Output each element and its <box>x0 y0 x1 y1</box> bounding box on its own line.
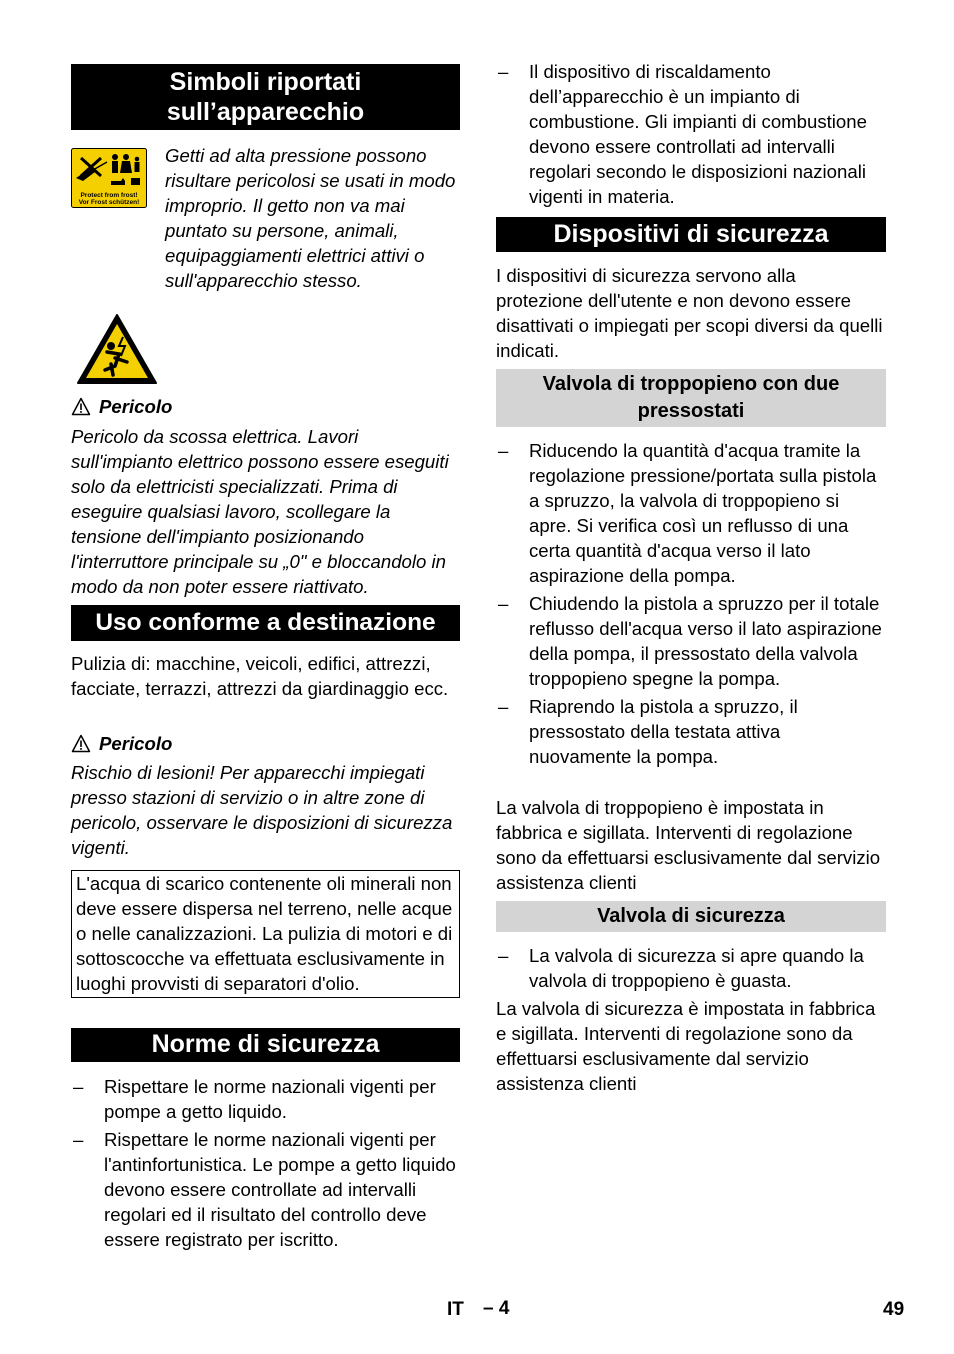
footer-language: IT <box>447 1299 464 1320</box>
heading-overflow-valve: Valvola di troppopieno con due pressostati <box>496 369 886 427</box>
high-pressure-warning-icon <box>71 148 147 208</box>
danger-label-text-2: Pericolo <box>99 733 173 754</box>
overflow-valve-list <box>496 438 886 772</box>
sticker-text-1: Protect from frost! <box>80 192 138 199</box>
danger-label-1 <box>71 394 172 419</box>
safety-devices-text: I dispositivi di sicurezza servono alla protezione dell'utente e non devono essere disattivati o impiegati per scopi diversi da quelli indicati. <box>496 265 883 361</box>
safety-valve-list <box>496 943 886 996</box>
sticker-text-2: Vor Frost schützen! <box>78 199 140 206</box>
footer-page-number: 49 <box>883 1299 905 1320</box>
heading-safety-valve: Valvola di sicurezza <box>496 901 886 932</box>
heading-symbols: Simboli riportati sull’apparecchio <box>71 64 460 130</box>
safety-valve-text: La valvola di sicurezza è impostata in fabbrica e sigillata. Interventi di regolazione sono da effettuarsi esclusivamente dal servizio assistenza clienti <box>496 998 876 1094</box>
electric-shock-warning-icon <box>75 312 159 386</box>
heading-intended-use: Uso conforme a destinazione <box>71 605 460 641</box>
high-pressure-sticker <box>71 148 147 208</box>
footer-page-marker: – 4 <box>483 1298 510 1319</box>
warning-triangle-icon <box>71 397 91 416</box>
electric-shock-sign <box>75 312 159 392</box>
list-item: – Riaprendo la pistola a spruzzo, il pressostato della testata attiva nuovamente la pompa. <box>498 696 798 767</box>
danger-text-1: Pericolo da scossa elettrica. Lavori sull'impianto elettrico possono essere eseguiti solo da elettricisti specializzati. Prima di eseguire qualsiasi lavoro, scollegare la tensione dell'impianto posizionando l'interruttore principale su „0" e bloccandolo in modo da non poter essere riattivato. <box>71 426 449 597</box>
list-item: – Rispettare le norme nazionali vigenti per pompe a getto liquido. <box>73 1076 436 1122</box>
danger-label-2 <box>71 731 172 756</box>
intended-use-text: Pulizia di: macchine, veicoli, edifici, attrezzi, facciate, terrazzi, attrezzi da giardinaggio ecc. <box>71 653 449 699</box>
list-item: – La valvola di sicurezza si apre quando la valvola di troppopieno è guasta. <box>498 945 864 991</box>
overflow-valve-text: La valvola di troppopieno è impostata in fabbrica e sigillata. Interventi di regolazione sono da effettuarsi esclusivamente dal servizio assistenza clienti <box>496 797 881 893</box>
oil-separator-notice: L'acqua di scarico contenente oli minerali non deve essere dispersa nel terreno, nelle acque o nelle canalizzazioni. La pulizia di motori e di sottoscocche va effettuata esclusivamente in luoghi provvisti di separatori d'olio. <box>71 870 460 998</box>
heading-safety-devices: Dispositivi di sicurezza <box>496 217 886 252</box>
heading-safety-norms: Norme di sicurezza <box>71 1028 460 1062</box>
heating-list <box>496 59 886 212</box>
list-item: – Chiudendo la pistola a spruzzo per il totale reflusso dell'acqua verso il lato aspirazione della pompa, il pressostato della valvola troppopieno spegne la pompa. <box>498 593 882 689</box>
danger-label-text-1: Pericolo <box>99 396 173 417</box>
list-item: – Riducendo la quantità d'acqua tramite la regolazione pressione/portata sulla pistola a spruzzo, la valvola di troppopieno si apre. Si verifica così un reflusso di una certa quantità d'acqua verso il lato aspirazione della pompa. <box>498 440 877 586</box>
symbols-description: Getti ad alta pressione possono risultare pericolosi se usati in modo improprio. Il getto non va mai puntato su persone, animali, equipaggiamenti elettrici attivi o sull'apparecchio stesso. <box>165 145 456 291</box>
list-item: – Rispettare le norme nazionali vigenti per l'antinfortunistica. Le pompe a getto liquido devono essere controllate ad intervalli regolari ed il risultato del controllo deve essere registrato per iscritto. <box>73 1129 456 1250</box>
danger-text-2: Rischio di lesioni! Per apparecchi impiegati presso stazioni di servizio o in altre zone di pericolo, osservare le disposizioni di sicurezza vigenti. <box>71 762 453 858</box>
list-item: – Il dispositivo di riscaldamento dell’apparecchio è un impianto di combustione. Gli impianti di combustione devono essere controllati ad intervalli regolari secondo le disposizioni nazionali vigenti in materia. <box>498 61 867 207</box>
safety-norms-list <box>71 1074 460 1255</box>
warning-triangle-icon <box>71 734 91 753</box>
